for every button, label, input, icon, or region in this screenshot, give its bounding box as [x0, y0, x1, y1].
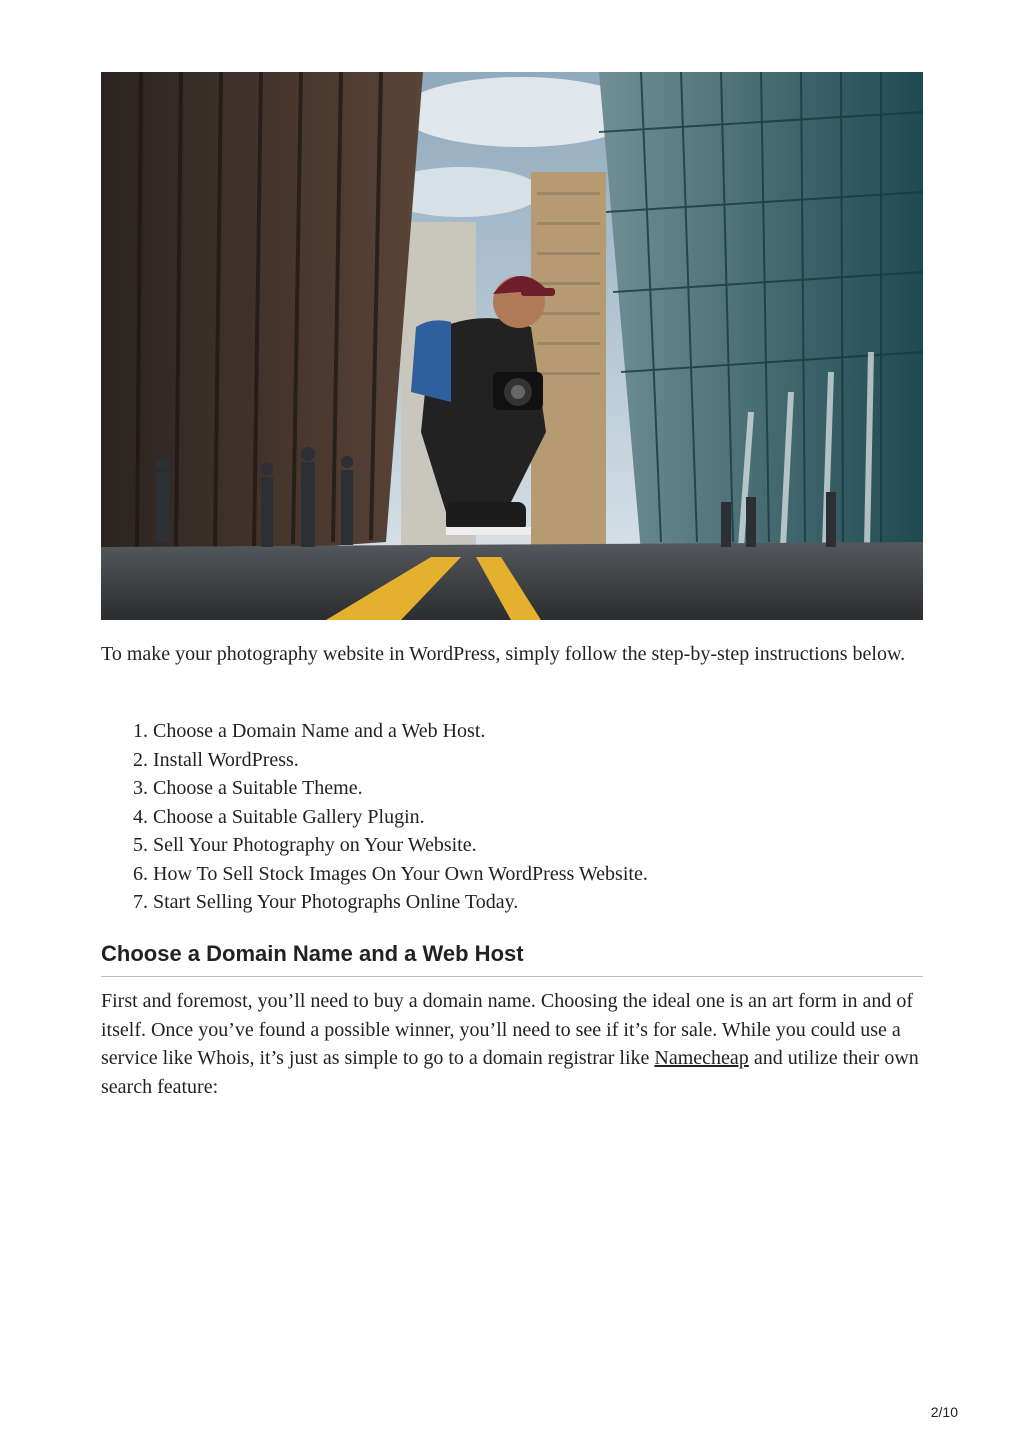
steps-list [101, 717, 923, 917]
photographer-city-street-illustration [101, 72, 923, 620]
hero-image [101, 72, 923, 620]
list-item-label: Choose a Domain Name and a Web Host. [153, 720, 486, 742]
list-item-number: 6. [133, 862, 148, 885]
list-item [101, 860, 923, 889]
list-item-label: Sell Your Photography on Your Website. [153, 834, 477, 856]
domain-paragraph [101, 987, 931, 1101]
list-item [101, 831, 923, 860]
list-item-number: 5. [133, 834, 148, 856]
list-item-number: 4. [133, 805, 148, 828]
list-item [101, 717, 923, 746]
list-item [101, 774, 923, 803]
paragraph-text: First and foremost, you’ll need to buy a domain name. Choosing the ideal one is an art form in and of itself. Once you’ve found a possible winner, you’ll need to see if it’s for sale. While you could use a service like Whois, it’s just as simple to go to a domain registrar like [101, 990, 914, 1069]
list-item-number: 2. [133, 748, 148, 771]
list-item-label: Start Selling Your Photographs Online Today. [153, 891, 519, 913]
list-item-number: 7. [133, 891, 148, 913]
list-item-number: 1. [133, 720, 148, 742]
list-item-number: 3. [133, 777, 148, 799]
namecheap-link[interactable]: Namecheap [654, 1047, 749, 1069]
list-item-label: Install WordPress. [153, 748, 299, 771]
page-number: 2/10 [930, 1404, 958, 1420]
list-item-label: How To Sell Stock Images On Your Own WordPress Website. [153, 862, 648, 885]
paragraph-text-end: and utilize their own search feature: [101, 1047, 919, 1098]
section-heading: Choose a Domain Name and a Web Host [101, 938, 923, 977]
list-item-label: Choose a Suitable Gallery Plugin. [153, 805, 425, 828]
list-item [101, 888, 923, 917]
list-item [101, 803, 923, 832]
list-item-label: Choose a Suitable Theme. [153, 777, 363, 799]
list-item [101, 746, 923, 775]
intro-paragraph: To make your photography website in WordPress, simply follow the step-by-step instructions below. [101, 643, 906, 665]
